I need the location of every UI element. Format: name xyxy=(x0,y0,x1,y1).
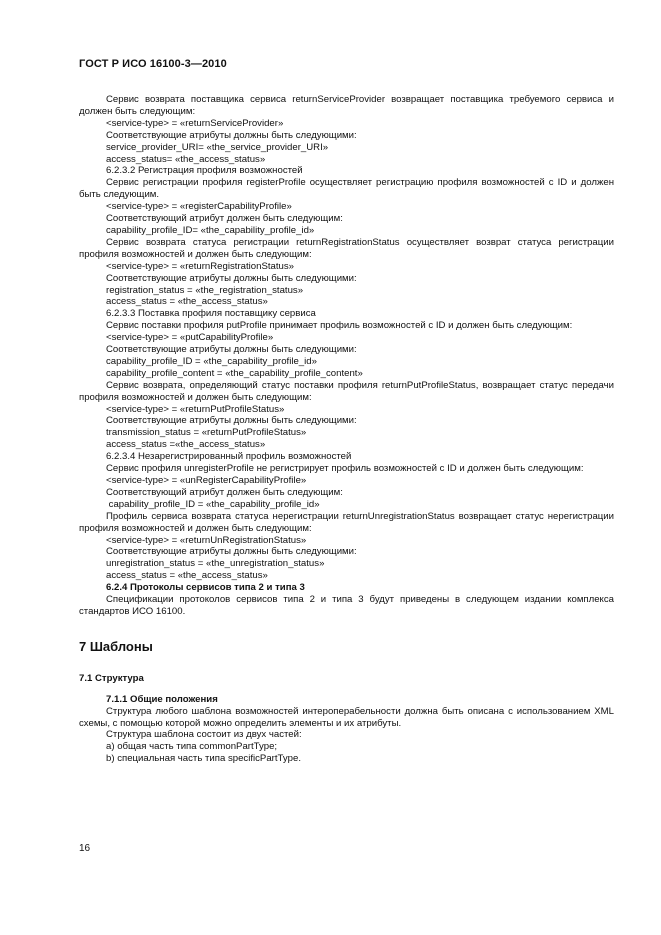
paragraph: registration_status = «the_registration_status» xyxy=(106,284,304,296)
paragraph: Сервис профиля unregisterProfile не регистрирует профиль возможностей с ID и должен быть следующим: xyxy=(106,463,584,475)
paragraph: Сервис возврата, определяющий статус поставки профиля returnPutProfileStatus, возвращает статус передачи профиля возможностей и должен быть следующим: xyxy=(79,379,614,403)
paragraph: capability_profile_ID = «the_capability_profile_id» xyxy=(106,355,317,367)
paragraph: transmission_status = «returnPutProfileStatus» xyxy=(106,427,307,439)
section-heading-7: 7 Шаблоны xyxy=(79,638,153,654)
page-content xyxy=(79,94,614,765)
paragraph: access_status = «the_access_status» xyxy=(106,570,268,582)
paragraph: <service-type> = «returnUnRegistrationStatus» xyxy=(106,534,307,546)
document-header: ГОСТ Р ИСО 16100-3—2010 xyxy=(79,58,227,70)
section-heading-7-1-1: 7.1.1 Общие положения xyxy=(106,693,218,705)
section-heading-7-1: 7.1 Структура xyxy=(79,672,144,684)
paragraph: capability_profile_ID = «the_capability_profile_id» xyxy=(106,498,320,510)
paragraph: Сервис возврата статуса регистрации returnRegistrationStatus осуществляет возврат статуса регистрации профиля возможностей и должен быть следующим: xyxy=(79,236,614,260)
paragraph: access_status= «the_access_status» xyxy=(106,153,266,165)
paragraph: <service-type> = «returnServiceProvider» xyxy=(106,117,284,129)
paragraph: capability_profile_content = «the_capability_profile_content» xyxy=(106,367,363,379)
paragraph: <service-type> = «unRegisterCapabilityProfile» xyxy=(106,475,307,486)
subsection-heading: 6.2.3.3 Поставка профиля поставщику сервиса xyxy=(106,308,316,320)
paragraph: service_provider_URI= «the_service_provider_URI» xyxy=(106,141,329,153)
paragraph: Сервис поставки профиля putProfile принимает профиль возможностей с ID и должен быть следующим: xyxy=(106,320,573,332)
paragraph: Спецификации протоколов сервисов типа 2 и типа 3 будут приведены в следующем издании комплекса стандартов ИСО 16100. xyxy=(79,594,614,617)
paragraph: access_status = «the_access_status» xyxy=(106,296,268,308)
paragraph: Соответствующие атрибуты должны быть следующими: xyxy=(106,272,357,284)
list-item: b) специальная часть типа specificPartType. xyxy=(106,753,301,765)
paragraph: access_status =«the_access_status» xyxy=(106,439,266,451)
page-number: 16 xyxy=(79,843,91,854)
paragraph: Сервис регистрации профиля registerProfile осуществляет регистрацию профиля возможностей с ID и должен быть следующим. xyxy=(79,177,614,201)
paragraph: Соответствующие атрибуты должны быть следующими: xyxy=(106,546,357,558)
paragraph: Сервис возврата поставщика сервиса returnServiceProvider возвращает поставщика требуемого сервиса и должен быть следующим: xyxy=(79,94,614,117)
paragraph: unregistration_status = «the_unregistration_status» xyxy=(106,558,325,570)
paragraph: Соответствующие атрибуты должны быть следующими: xyxy=(106,344,357,356)
paragraph: Соответствующие атрибуты должны быть следующими: xyxy=(106,415,357,427)
paragraph: Соответствующие атрибуты должны быть следующими: xyxy=(106,129,357,141)
paragraph: Профиль сервиса возврата статуса нерегистрации returnUnregistrationStatus возвращает статус нерегистрации профиля возможностей и должен быть следующим: xyxy=(79,510,614,534)
paragraph: <service-type> = «putCapabilityProfile» xyxy=(106,332,274,344)
paragraph: Структура любого шаблона возможностей интероперабельности должна быть описана с использованием XML схемы, с помощью которой можно определить элементы и их атрибуты. xyxy=(79,705,614,729)
paragraph: <service-type> = «registerCapabilityProfile» xyxy=(106,201,292,213)
paragraph: Соответствующий атрибут должен быть следующим: xyxy=(106,486,343,498)
paragraph: Структура шаблона состоит из двух частей: xyxy=(106,729,302,741)
paragraph: <service-type> = «returnPutProfileStatus» xyxy=(106,403,285,415)
list-item: a) общая часть типа commonPartType; xyxy=(106,741,278,753)
paragraph: Соответствующий атрибут должен быть следующим: xyxy=(106,213,343,225)
paragraph: <service-type> = «returnRegistrationStatus» xyxy=(106,260,294,272)
section-heading-6-2-4: 6.2.4 Протоколы сервисов типа 2 и типа 3 xyxy=(106,582,305,594)
paragraph: capability_profile_ID= «the_capability_profile_id» xyxy=(106,224,315,236)
subsection-heading: 6.2.3.4 Незарегистрированный профиль возможностей xyxy=(106,451,352,463)
subsection-heading: 6.2.3.2 Регистрация профиля возможностей xyxy=(106,165,303,177)
